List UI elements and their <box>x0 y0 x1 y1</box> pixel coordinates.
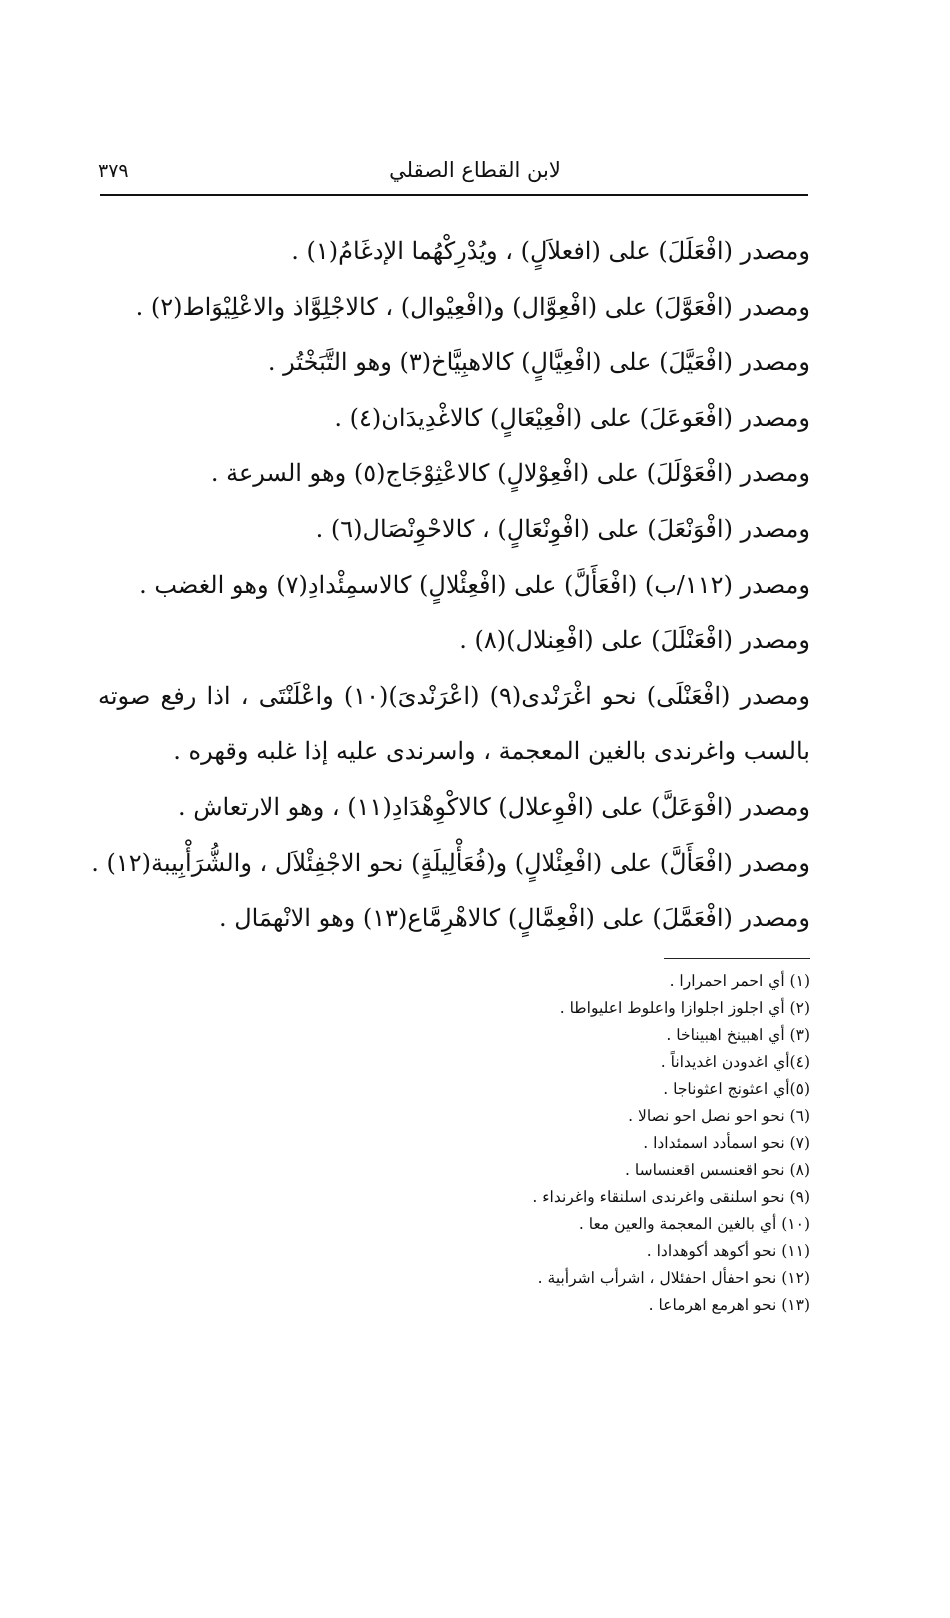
body-text <box>91 224 810 947</box>
page-number: ٣٧٩ <box>98 160 129 182</box>
body-line: ومصدر (١١٢/ب) (افْعَأَلَّ) على (افْعِئْلالٍ) كالاسمِئْدادِ(٧) وهو الغضب . <box>139 570 810 599</box>
body-line: ومصدر (افْعَلَلَ) على (افعلاَلٍ) ، ويُدْرِكْهُما الإدغَامُ(١) . <box>291 237 810 265</box>
footnote: (٨) نحو اقعنسس اقعنساسا . <box>625 1161 810 1179</box>
footnote-rule <box>664 958 810 959</box>
body-line: ومصدر (افْعَوعَلَ) على (افْعِيْعَالٍ) كالاغْدِيدَان(٤) . <box>334 403 810 432</box>
body-line: ومصدر (افْوَنْعَلَ) على (افْوِنْعَالٍ) ، كالاحْوِنْصَال(٦) . <box>315 514 810 543</box>
footnote: (١٢) نحو احفأل احفئلال ، اشرأب اشرأبية . <box>537 1269 810 1287</box>
footnote: (٥)أي اعثونج اعثوناجا . <box>663 1080 810 1098</box>
footnote: (٧) نحو اسمأدد اسمئدادا . <box>643 1134 810 1152</box>
body-line: ومصدر (افْعَنْلَلَ) على (افْعِنلال)(٨) . <box>459 626 810 655</box>
body-line: ومصدر (افْعَيَّلَ) على (افْعِيَّالٍ) كالاهبِيَّاخ(٣) وهو التَّبَخْتُر . <box>267 348 810 377</box>
running-head: لابن القطاع الصقلي <box>389 158 561 182</box>
footnote: (١٣) نحو اهرمع اهرماعا . <box>648 1296 810 1314</box>
body-line: ومصدر (افْعَوْلَلَ) على (افْعِوْلالٍ) كالاعْثِوْجَاج(٥) وهو السرعة . <box>210 459 810 488</box>
header-rule <box>100 194 808 196</box>
body-line: ومصدر (افْعَوَّلَ) على (افْعِوَّال) و(افْعِيْوال) ، كالاجْلِوَّاذ والاعْلِيْوَاط(٢) . <box>135 292 810 321</box>
footnote: (١) أي احمر احمرارا . <box>669 972 810 990</box>
body-line: ومصدر (افْوَعَلَّ) على (افْوِعلال) كالاكْوِهْدَادِ(١١) ، وهو الارتعاش . <box>177 792 810 821</box>
body-line: ومصدر (افْعَمَّلَ) على (افْعِمَّالٍ) كالاهْرِمَّاع(١٣) وهو الانْهمَال . <box>218 904 810 933</box>
footnote: (١١) نحو أكوهد أكوهدادا . <box>646 1242 810 1260</box>
footnote: (١٠) أي بالغين المعجمة والعين معا . <box>578 1215 810 1233</box>
body-line: ومصدر (افْعَأَلَّ) على (افْعِئْلالٍ) و(فُعَأْلِيلَةٍ) نحو الاجْفِئْلاَل ، والشُّرَأْبِيبة(١٢) . <box>91 848 810 877</box>
footnotes <box>400 968 810 1319</box>
footnote: (٩) نحو اسلنقى واغرندى اسلنقاء واغرنداء . <box>532 1188 810 1206</box>
body-line: ومصدر (افْعَنْلَى) نحو اغْرَنْدى(٩) (اعْرَنْدىَ)(١٠) واعْلَنْتَى ، اذا رفع صوته بالسب واغرندى بالغين المعجمة ، واسرندى عليه إذا غلبه وقهره . <box>98 681 810 766</box>
footnote: (٦) نحو احو نصل احو نصالا . <box>628 1107 810 1125</box>
footnote: (٢) أي اجلوز اجلوازا واعلوط اعليواطا . <box>559 999 810 1017</box>
footnote: (٣) أي اهبينخ اهبيناخا . <box>666 1026 810 1044</box>
footnote: (٤)أي اغدودن اغديداناً . <box>660 1053 810 1071</box>
